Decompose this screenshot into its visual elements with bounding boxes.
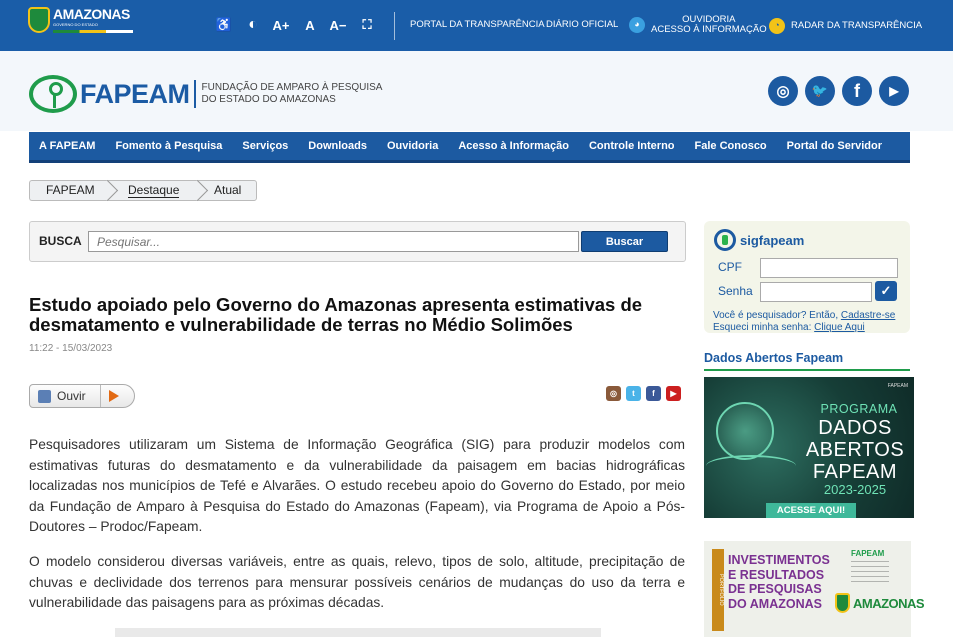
open-data-program-banner[interactable] xyxy=(704,377,914,518)
forgot-password-link[interactable]: Clique Aqui xyxy=(814,322,865,333)
register-link[interactable]: Cadastre-se xyxy=(840,310,896,321)
search-box xyxy=(29,221,686,262)
amazonas-logo-subtext: GOVERNO DO ESTADO xyxy=(53,22,98,27)
play-icon[interactable] xyxy=(109,390,119,402)
sigfapeam-help: Você é pesquisador? Então, Cadastre-se Esqueci minha senha: Clique Aqui xyxy=(713,310,896,333)
cpf-field[interactable] xyxy=(760,258,898,278)
banner-access-button[interactable]: ACESSE AQUI! xyxy=(766,503,856,518)
contrast-icon[interactable]: ◐ xyxy=(248,16,258,33)
breadcrumb-item-fapeam[interactable]: FAPEAM xyxy=(29,180,107,201)
transparency-portal-link[interactable]: PORTAL DA TRANSPARÊNCIA xyxy=(410,19,545,30)
nav-item-fomento[interactable]: Fomento à Pesquisa xyxy=(115,140,223,152)
fapeam-brand-description: FUNDAÇÃO DE AMPARO À PESQUISA DO ESTADO DO AMAZONAS xyxy=(201,81,383,105)
nav-item-controle-interno[interactable]: Controle Interno xyxy=(588,140,675,152)
ombudsman-line2: ACESSO À INFORMAÇÃO xyxy=(651,24,767,36)
amazonas-logo-text: AMAZONAS xyxy=(53,6,130,22)
font-increase-button[interactable]: A+ xyxy=(272,17,290,33)
sigfapeam-logo[interactable]: sigfapeam xyxy=(714,229,804,251)
speaker-icon xyxy=(38,390,51,403)
fapeam-brand-name: FAPEAM xyxy=(80,78,190,109)
nav-item-a-fapeam[interactable]: A FAPEAM xyxy=(39,140,96,152)
amazonas-shield-icon xyxy=(835,593,850,613)
nav-item-downloads[interactable]: Downloads xyxy=(308,140,367,152)
nav-item-ouvidoria[interactable]: Ouvidoria xyxy=(386,140,439,152)
nav-item-servicos[interactable]: Serviços xyxy=(242,140,289,152)
wheelchair-icon[interactable]: ♿ xyxy=(215,17,233,32)
banner-program-years: 2023-2025 xyxy=(823,482,887,497)
banner-fapeam-logo: FAPEAM xyxy=(887,383,908,389)
portfolio-vertical-label: PORTFÓLIO xyxy=(712,549,724,631)
ombudsman-link[interactable] xyxy=(629,15,767,36)
nav-item-portal-servidor[interactable]: Portal do Servidor xyxy=(786,140,883,152)
main-navigation xyxy=(29,132,910,163)
share-facebook-icon[interactable]: f xyxy=(646,386,661,401)
ombudsman-icon: ◕ xyxy=(629,17,645,33)
password-label: Senha xyxy=(718,284,753,298)
nav-item-fale-conosco[interactable]: Fale Conosco xyxy=(694,140,767,152)
youtube-icon[interactable]: ▶ xyxy=(879,76,909,106)
search-input[interactable] xyxy=(88,231,579,252)
listen-button[interactable] xyxy=(29,384,135,408)
share-instagram-icon[interactable]: ◎ xyxy=(606,386,621,401)
fapeam-logo-icon xyxy=(29,75,77,113)
investments-fapeam-logo: FAPEAM xyxy=(851,549,885,558)
banner-program-name: DADOS ABERTOS FAPEAM xyxy=(805,417,905,483)
transparency-radar-link[interactable] xyxy=(769,18,922,34)
twitter-icon[interactable]: 🐦 xyxy=(805,76,835,106)
ombudsman-line1: OUVIDORIA xyxy=(682,14,736,25)
cpf-label: CPF xyxy=(718,260,742,274)
share-youtube-icon[interactable]: ▶ xyxy=(666,386,681,401)
radar-icon: ◔ xyxy=(769,18,785,34)
amazonas-shield-icon xyxy=(28,7,50,33)
open-data-heading: Dados Abertos Fapeam xyxy=(704,351,910,371)
article-image xyxy=(115,628,601,637)
breadcrumb-item-destaque[interactable]: Destaque xyxy=(107,180,197,201)
nav-item-acesso-informacao[interactable]: Acesso à Informação xyxy=(458,140,569,152)
fapeam-logo[interactable] xyxy=(29,75,382,113)
listen-label: Ouvir xyxy=(57,389,86,403)
sigfapeam-icon xyxy=(714,229,736,251)
article-paragraph-2: O modelo considerou diversas variáveis, entre as quais, relevo, tipos de solo, altitude, precipitação de chuvas e declividade dos terrenos para mensurar possíveis cenários de mudanças do uso da terra e vulnerabilidade das paisagens para as próximas décadas. xyxy=(29,554,685,610)
search-label: BUSCA xyxy=(39,234,82,248)
login-submit-button[interactable]: ✓ xyxy=(875,281,897,301)
facebook-icon[interactable]: f xyxy=(842,76,872,106)
password-field[interactable] xyxy=(760,282,872,302)
font-reset-button[interactable]: A xyxy=(305,17,315,33)
font-decrease-button[interactable]: A− xyxy=(329,17,347,33)
official-diary-link[interactable]: DIÁRIO OFICIAL xyxy=(546,19,619,30)
article-paragraph-1: Pesquisadores utilizaram um Sistema de Informação Geográfica (SIG) para produzir modelos com estimativas futuras do desmatamento e da vulnerabilidade da paisagem em bacias hidrográficas localizadas nos municípios de Tefé e Alvarães. O estudo recebeu apoio do Governo do Estado, por meio da Fundação de Amparo à Pesquisa do Estado do Amazonas (Fapeam), via Programa de Apoio a Pós-Doutores – Prodoc/Fapeam. xyxy=(29,437,685,534)
globe-icon xyxy=(716,402,774,460)
amazonas-government-logo[interactable] xyxy=(28,7,133,33)
breadcrumb-item-atual: Atual xyxy=(197,180,257,201)
search-button[interactable]: Buscar xyxy=(581,231,668,252)
article-date: 11:22 - 15/03/2023 xyxy=(29,343,113,354)
transparency-radar-label: RADAR DA TRANSPARÊNCIA xyxy=(791,19,923,31)
hand-icon xyxy=(706,455,796,477)
sitemap-icon[interactable]: ⛶ xyxy=(362,17,372,32)
article-title: Estudo apoiado pelo Governo do Amazonas apresenta estimativas de desmatamento e vulnerabilidade de terras no Médio Solimões xyxy=(29,294,643,336)
investments-banner-text: INVESTIMENTOS E RESULTADOS DE PESQUISAS DO AMAZONAS xyxy=(728,553,830,611)
investments-amazonas-logo: AMAZONAS xyxy=(835,593,924,613)
instagram-icon[interactable]: ◎ xyxy=(768,76,798,106)
banner-program-label: PROGRAMA xyxy=(820,402,898,416)
government-top-bar xyxy=(0,0,953,51)
breadcrumb xyxy=(29,180,257,201)
investments-portfolio-banner[interactable] xyxy=(704,541,925,637)
sigfapeam-login-panel xyxy=(704,221,910,333)
share-twitter-icon[interactable]: t xyxy=(626,386,641,401)
